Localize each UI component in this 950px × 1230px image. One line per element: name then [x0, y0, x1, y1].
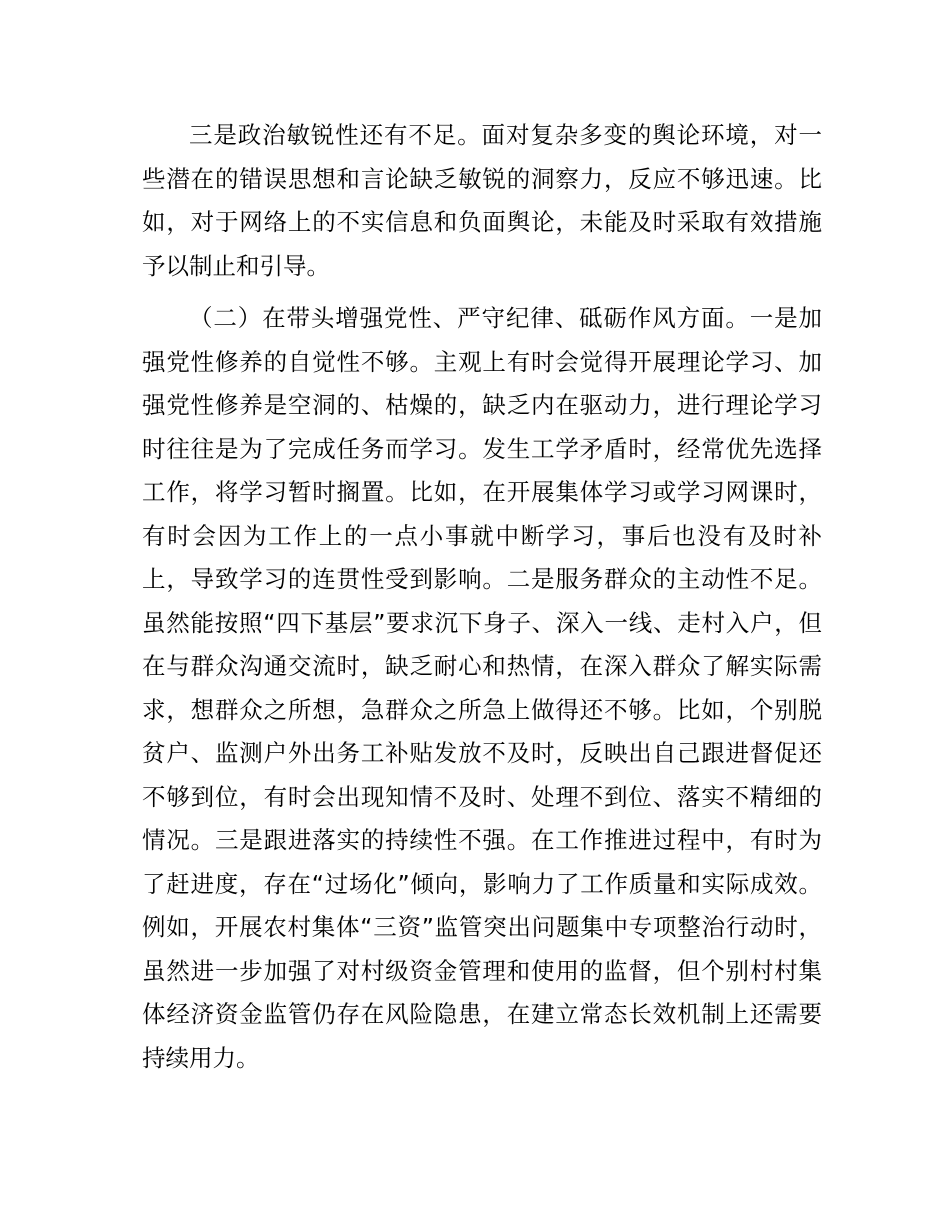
paragraph-political-sensitivity: 三是政治敏锐性还有不足。面对复杂多变的舆论环境，对一些潜在的错误思想和言论缺乏敏锐的洞察力，反应不够迅速。比如，对于网络上的不实信息和负面舆论，未能及时采取有效措施予以制止和引导。	[142, 121, 822, 280]
document-body	[142, 114, 822, 1080]
paragraph-party-spirit-discipline: （二）在带头增强党性、严守纪律、砥砺作风方面。一是加强党性修养的自觉性不够。主观上有时会觉得开展理论学习、加强党性修养是空洞的、枯燥的，缺乏内在驱动力，进行理论学习时往往是为了完成任务而学习。发生工学矛盾时，经常优先选择工作，将学习暂时搁置。比如，在开展集体学习或学习网课时，有时会因为工作上的一点小事就中断学习，事后也没有及时补上，导致学习的连贯性受到影响。二是服务群众的主动性不足。虽然能按照“四下基层”要求沉下身子、深入一线、走村入户，但在与群众沟通交流时，缺乏耐心和热情，在深入群众了解实际需求，想群众之所想，急群众之所急上做得还不够。比如，个别脱贫户、监测户外出务工补贴发放不及时，反映出自己跟进督促还不够到位，有时会出现知情不及时、处理不到位、落实不精细的情况。三是跟进落实的持续性不强。在工作推进过程中，有时为了赶进度，存在“过场化”倾向，影响力了工作质量和实际成效。例如，开展农村集体“三资”监管突出问题集中专项整治行动时，虽然进一步加强了对村级资金管理和使用的监督，但个别村村集体经济资金监管仍存在风险隐患，在建立常态长效机制上还需要持续用力。	[142, 304, 822, 1072]
